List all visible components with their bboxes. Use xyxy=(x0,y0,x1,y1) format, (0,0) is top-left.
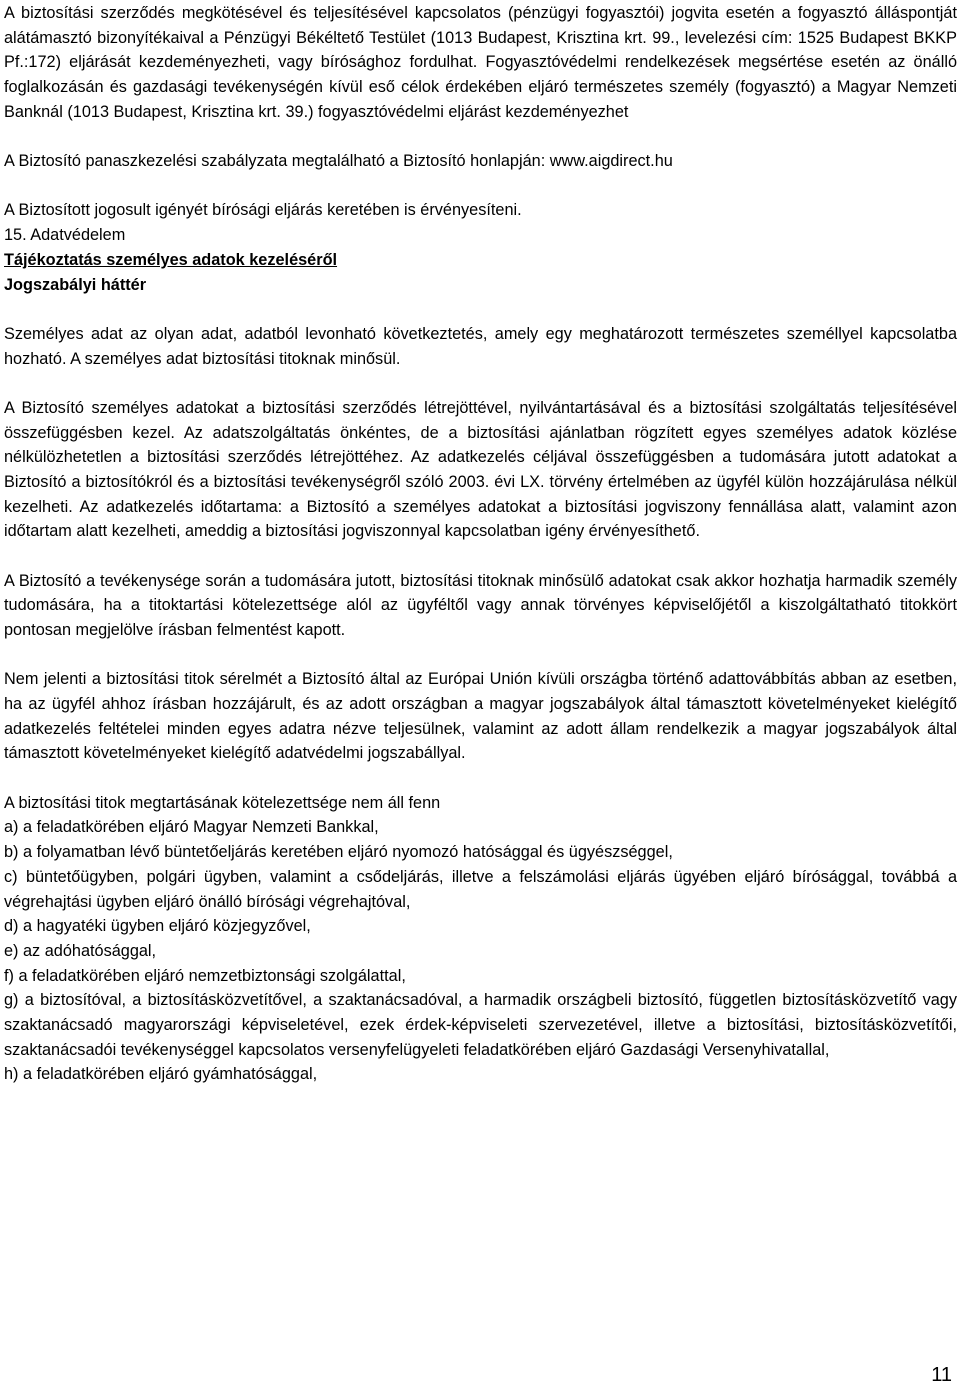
body-paragraph-processing: A Biztosító személyes adatokat a biztosítási szerződés létrejöttével, nyilvántartásával és a biztosítási szolgáltatás teljesítésével összefüggésben kezel. Az adatszolgáltatás önkéntes, de a biztosítási ajánlatban rögzített egyes személyes adatok közlése nélkülözhetetlen a biztosítási szerződés létrejöttéhez. Az adatkezelés céljával összefüggésben a tudomására jutott adatokat a Biztosító a biztosítókról és a biztosítási tevékenységről szóló 2003. évi LX. törvény értelmében az ügyfél külön hozzájárulása nélkül kezelheti. Az adatkezelés időtartama: a Biztosító a személyes adatokat a biztosítási jogviszony fennállása alatt, valamint azon időtartam alatt kezelheti, ameddig a biztosítási jogviszonnyal kapcsolatban igény érvényesíthető. xyxy=(4,398,957,541)
list-item: c) büntetőügyben, polgári ügyben, valamint a csődeljárás, illetve a felszámolási eljárás ügyében eljáró bírósággal, továbbá a végrehajtási ügyben eljáró önálló bírósági végrehajtóval, xyxy=(4,867,957,911)
list-item: g) a biztosítóval, a biztosításközvetítővel, a szaktanácsadóval, a harmadik országbeli biztosító, független biztosításközvetítő vagy szaktanácsadó magyarországi képviseletével, ezek érdek-képviseleti szervezetével, illetve a biztosítási, biztosításközvetítői, szaktanácsadói tevékenységgel kapcsolatos versenyfelügyeleti feladatkörében eljáró Gazdasági Versenyhivatallal, xyxy=(4,991,957,1059)
list-item: e) az adóhatósággal, xyxy=(4,941,157,960)
body-paragraph-disclosure: A Biztosító a tevékenysége során a tudomására jutott, biztosítási titoknak minősülő adatokat csak akkor hozhatja harmadik személy tudomására, ha a titoktartási kötelezettsége alól az ügyféltől vagy annak törvényes képviselőjétől a kiszolgáltatható titokkört pontosan megjelölve írásban felmentést kapott. xyxy=(4,571,957,640)
body-paragraph-transfer: Nem jelenti a biztosítási titok sérelmét a Biztosító által az Európai Unión kívüli országba történő adattovábbítás abban az esetben, ha az ügyfél ahhoz írásban hozzájárult, és az adott országban a magyar jogszabályok által támasztott követelményeket kielégítő adatkezelés feltételei minden egyes adatra nézve teljesülnek, valamint az adott állam rendelkezik a magyar jogszabályok által támasztott követelményeket kielégítő adatvédelmi jogszabállyal. xyxy=(4,670,957,763)
list-item: a) a feladatkörében eljáró Magyar Nemzeti Bankkal, xyxy=(4,818,379,837)
list-intro: A biztosítási titok megtartásának kötelezettsége nem áll fenn xyxy=(4,793,441,812)
intro-paragraph-dispute: A biztosítási szerződés megkötésével és teljesítésével kapcsolatos (pénzügyi fogyasztói) jogvita esetén a fogyasztó álláspontját alátámasztó bizonyítékaival a Pénzügyi Békéltető Testület (1013 Budapest, Krisztina krt. 99., levelezési cím: 1525 Budapest BKKP Pf.:172) eljárását kezdeményezheti, vagy bírósághoz fordulhat. Fogyasztóvédelmi rendelkezések megsértése esetén az önálló foglalkozásán és gazdasági tevékenységén kívül eső célok érdekében eljáró természetes személy (fogyasztó) a Magyar Nemzeti Banknál (1013 Budapest, Krisztina krt. 39.) fogyasztóvédelmi eljárást kezdeményezhet xyxy=(4,4,957,121)
intro-paragraph-complaint-policy: A Biztosító panaszkezelési szabályzata megtalálható a Biztosító honlapján: www.aigdirect.hu xyxy=(4,152,673,171)
intro-paragraph-court-claim: A Biztosított jogosult igényét bírósági eljárás keretében is érvényesíteni. xyxy=(4,201,522,220)
list-item: b) a folyamatban lévő büntetőeljárás keretében eljáró nyomozó hatósággal és ügyészséggel, xyxy=(4,843,673,862)
section-title: 15. Adatvédelem xyxy=(4,226,126,245)
body-paragraph-definition: Személyes adat az olyan adat, adatból levonható következtetés, amely egy meghatározott természetes személlyel kapcsolatba hozható. A személyes adat biztosítási titoknak minősül. xyxy=(4,324,957,368)
list-item: d) a hagyatéki ügyben eljáró közjegyzővel, xyxy=(4,917,311,936)
section-subheading: Jogszabályi háttér xyxy=(4,275,147,294)
page-number: 11 xyxy=(931,1364,952,1386)
list-item: h) a feladatkörében eljáró gyámhatósággal, xyxy=(4,1065,318,1084)
section-subtitle-text: Tájékoztatás személyes adatok kezeléséről xyxy=(4,250,338,269)
section-subtitle xyxy=(4,248,957,273)
document-page xyxy=(4,0,957,1087)
list-item: f) a feladatkörében eljáró nemzetbiztonsági szolgálattal, xyxy=(4,966,406,985)
